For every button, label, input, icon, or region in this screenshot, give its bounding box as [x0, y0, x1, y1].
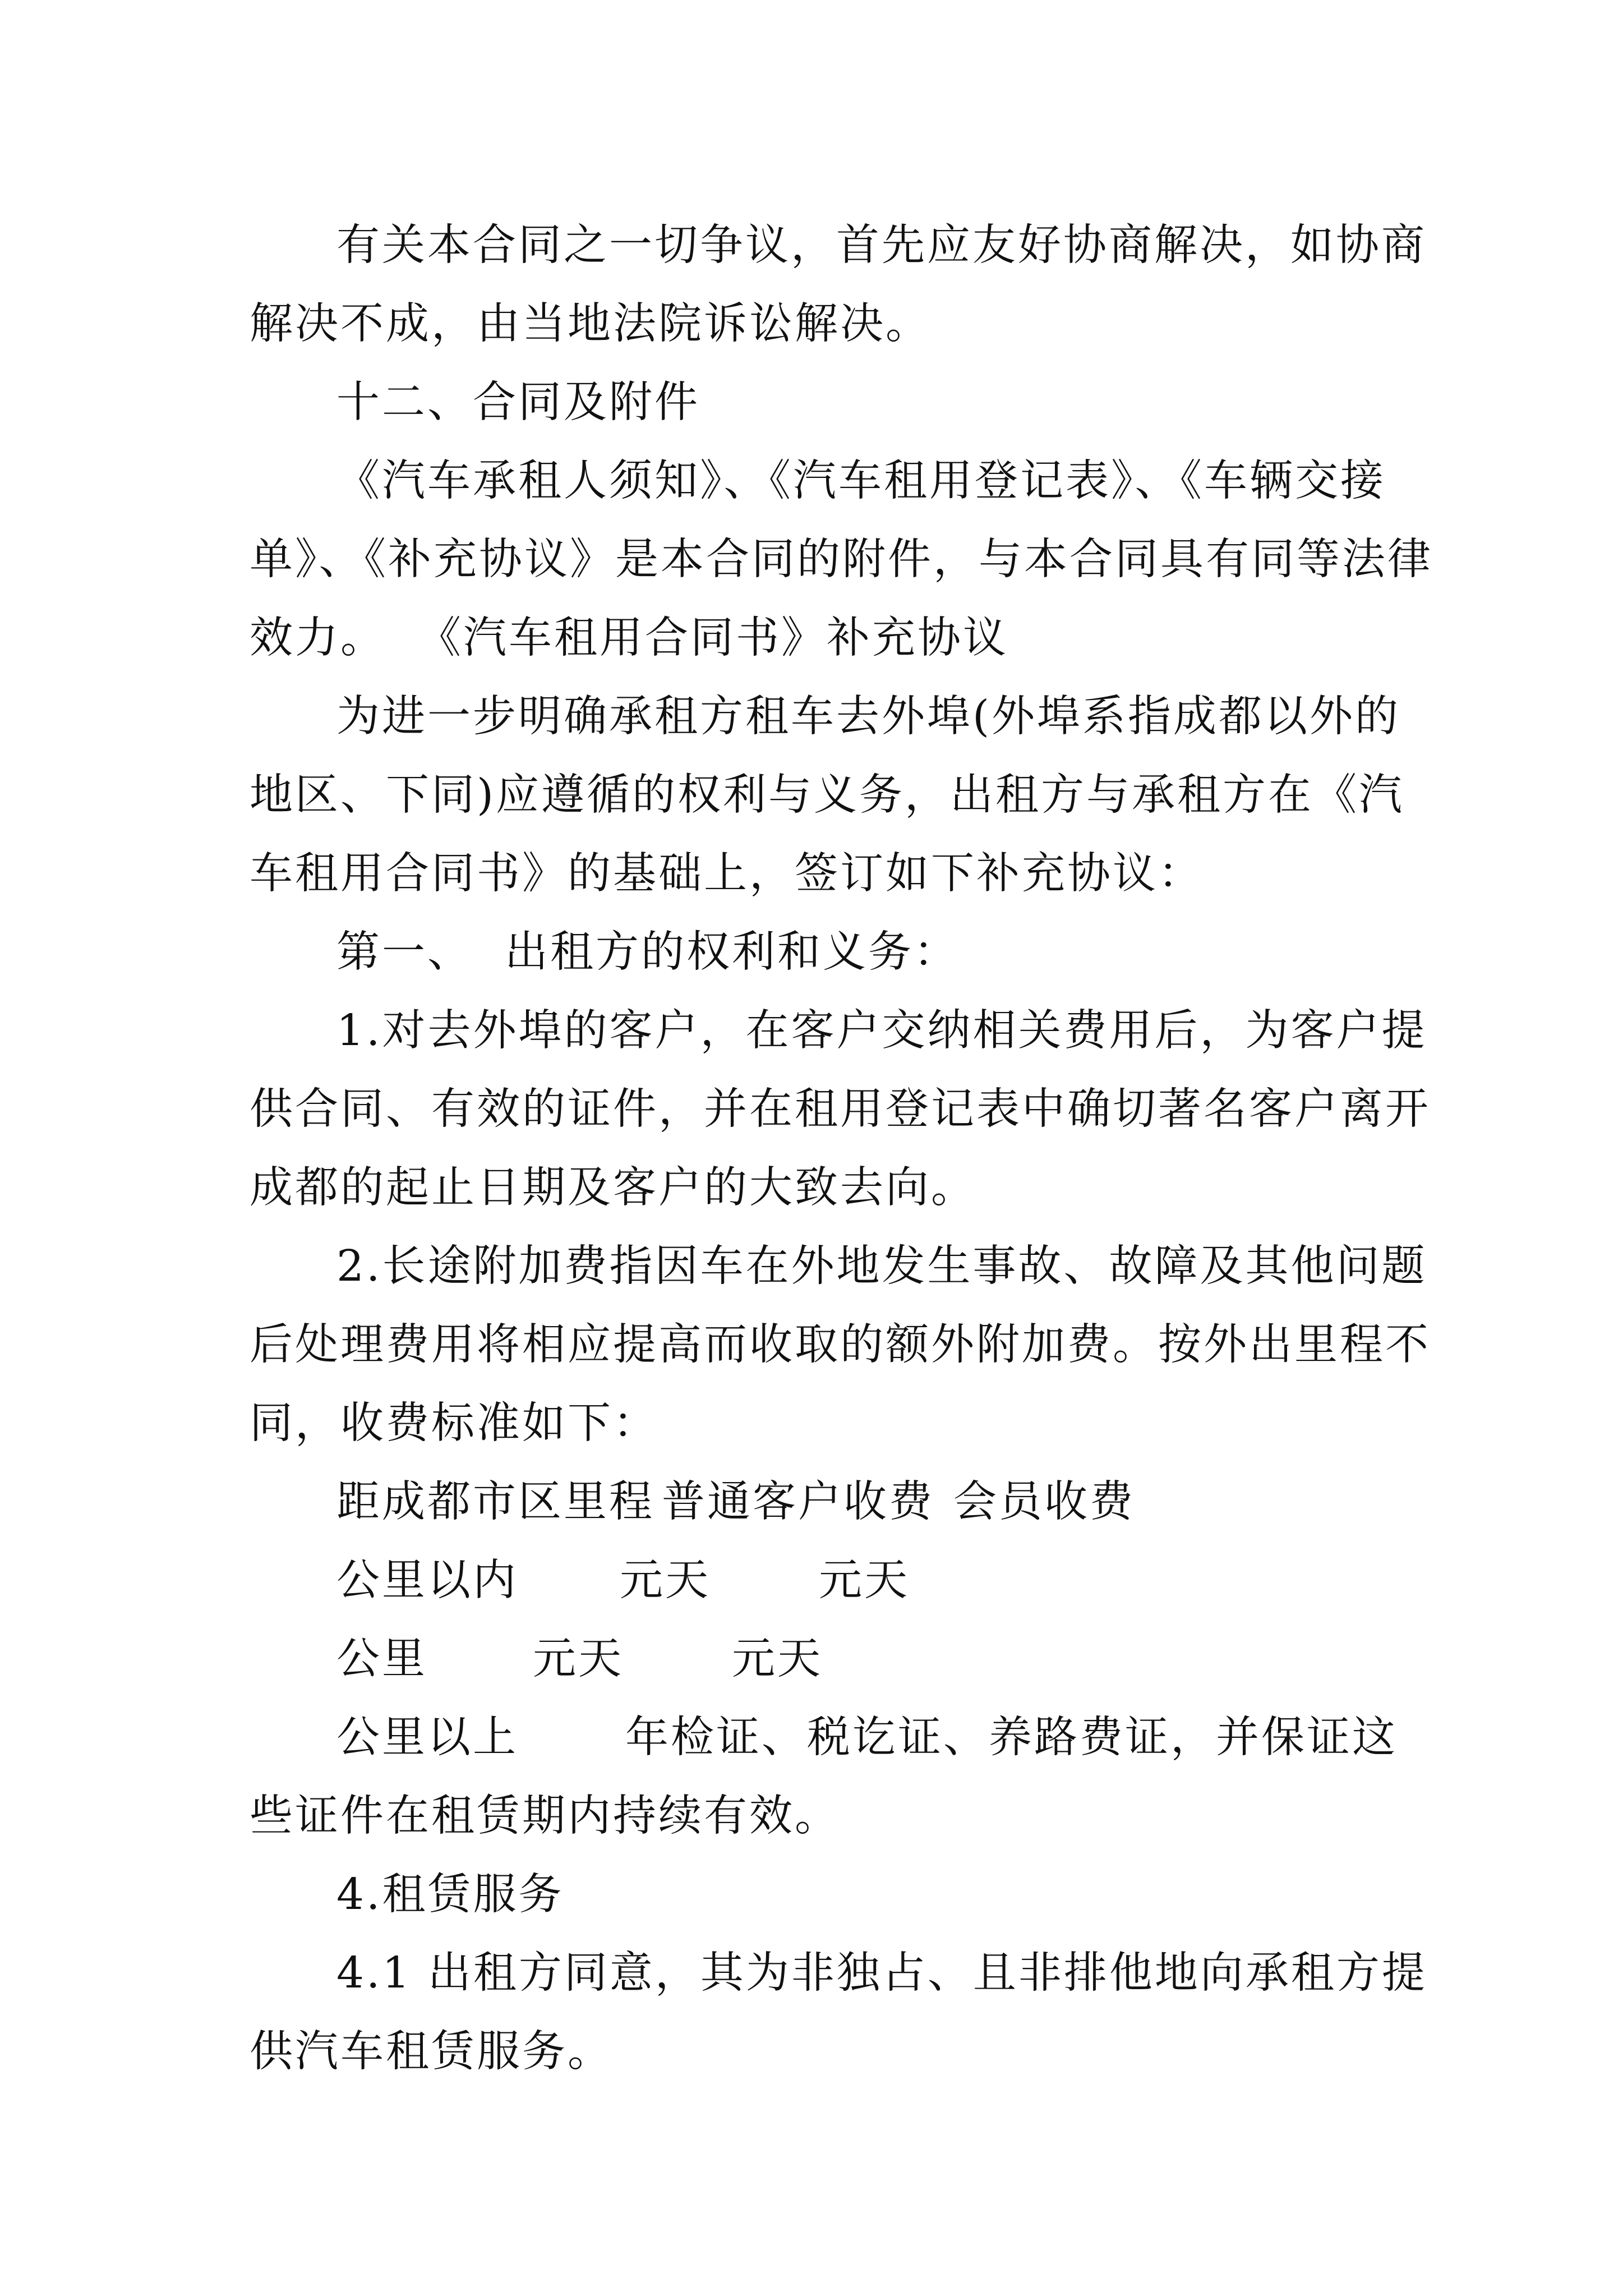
text-line: 2.长途附加费指因车在外地发生事故、故障及其他问题 — [336, 1241, 1427, 1291]
fee-table-header-cell: 会员收费 — [953, 1477, 1135, 1527]
text-line: 后处理费用将相应提高而收取的额外附加费。按外出里程不 — [250, 1320, 1431, 1370]
text-line: 解决不成，由当地法院诉讼解决。 — [250, 299, 931, 349]
section-heading: 十二、合同及附件 — [336, 378, 700, 427]
fee-table-cell: 公里以内 — [336, 1556, 518, 1605]
text-line: 供汽车租赁服务。 — [250, 2027, 613, 2077]
fee-table-header-cell: 普通客户收费 — [662, 1477, 934, 1527]
fee-table-cell: 元天 — [620, 1556, 711, 1605]
fee-table-cell: 元天 — [533, 1634, 624, 1684]
fee-table-cell: 元天 — [819, 1556, 910, 1605]
text-line: 为进一步明确承租方租车去外埠(外埠系指成都以外的 — [336, 692, 1401, 742]
text-line: 地区、下同)应遵循的权利与义务，出租方与承租方在《汽 — [250, 770, 1405, 820]
text-line: 年检证、税讫证、养路费证，并保证这 — [625, 1713, 1398, 1763]
fee-table-cell: 元天 — [732, 1634, 823, 1684]
text-line: 《汽车承租人须知》、《汽车租用登记表》、《车辆交接 — [336, 456, 1386, 506]
fee-table-cell: 公里 — [336, 1634, 427, 1684]
text-line: 成都的起止日期及客户的大致去向。 — [250, 1163, 976, 1213]
text-line: 4.1 出租方同意，其为非独占、且非排他地向承租方提 — [336, 1948, 1427, 1998]
text-line: 1.对去外埠的客户，在客户交纳相关费用后，为客户提 — [336, 1006, 1427, 1056]
text-line: 些证件在租赁期内持续有效。 — [250, 1791, 840, 1841]
section-heading: 第一、 出租方的权利和义务： — [336, 927, 959, 977]
text-line: 供合同、有效的证件，并在租用登记表中确切著名客户离开 — [250, 1084, 1431, 1134]
text-line: 有关本合同之一切争议，首先应友好协商解决，如协商 — [336, 220, 1427, 270]
text-line: 车租用合同书》的基础上，签订如下补充协议： — [250, 849, 1204, 899]
section-heading: 4.租赁服务 — [336, 1870, 564, 1920]
text-line: 效力。 《汽车租用合同书》补充协议 — [250, 613, 1008, 663]
text-line: 单》、《补充协议》是本合同的附件，与本合同具有同等法律 — [250, 535, 1433, 585]
fee-table-header-cell: 距成都市区里程 — [336, 1477, 654, 1527]
text-line: 同，收费标准如下： — [250, 1398, 658, 1448]
text-line: 公里以上 — [336, 1713, 518, 1763]
